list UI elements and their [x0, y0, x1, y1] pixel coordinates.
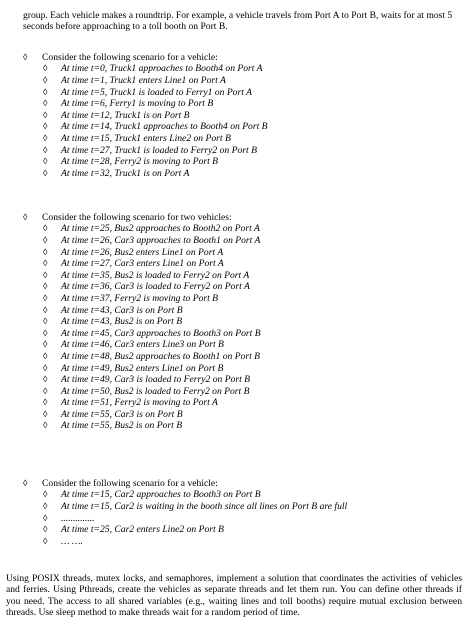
scenario-header-text: Consider the following scenario for a vehicle:	[42, 478, 218, 489]
diamond-bullet-icon: ◊	[43, 304, 48, 315]
diamond-bullet-icon: ◊	[43, 374, 48, 385]
scenario-header	[23, 478, 463, 489]
event-text: At time t=45, Car3 approaches to Booth3 on Port B	[61, 327, 261, 339]
diamond-bullet-icon: ◊	[43, 339, 48, 350]
diamond-bullet-icon: ◊	[43, 167, 48, 178]
diamond-bullet-icon: ◊	[43, 132, 48, 143]
closing-paragraph: Using POSIX threads, mutex locks, and semaphores, implement a solution that coordinates the activities of vehicles and ferries. Using Pthreads, create the vehicles as separate threads and let them run. You can define other threads if you need. The access to all shared variables (e.g., waiting lines and toll booths) require mutual exclusion between threads. Use sleep method to make threads wait for a random period of time.	[6, 573, 462, 618]
list-item	[23, 86, 463, 98]
scenario-header-text: Consider the following scenario for two vehicles:	[42, 212, 232, 223]
diamond-bullet-icon: ◊	[23, 212, 28, 222]
diamond-bullet-icon: ◊	[43, 408, 48, 419]
diamond-bullet-icon: ◊	[43, 316, 48, 327]
list-item	[23, 156, 463, 168]
diamond-bullet-icon: ◊	[43, 489, 48, 500]
list-item	[23, 258, 463, 270]
diamond-bullet-icon: ◊	[43, 350, 48, 361]
scenario-header	[23, 52, 463, 63]
list-item	[23, 362, 463, 374]
diamond-bullet-icon: ◊	[43, 74, 48, 85]
scenario-header	[23, 212, 463, 223]
diamond-bullet-icon: ◊	[23, 478, 28, 488]
diamond-bullet-icon: ◊	[43, 327, 48, 338]
event-text: At time t=12, Truck1 is on Port B	[61, 109, 190, 121]
event-text: At time t=48, Bus2 approaches to Booth1 on Port B	[61, 350, 261, 362]
diamond-bullet-icon: ◊	[43, 156, 48, 167]
event-text: At time t=14, Truck1 approaches to Booth4 on Port B	[61, 121, 268, 133]
diamond-bullet-icon: ◊	[43, 535, 48, 546]
event-text: At time t=36, Car3 is loaded to Ferry2 on Port A	[61, 281, 250, 293]
diamond-bullet-icon: ◊	[43, 500, 48, 511]
list-item	[23, 351, 463, 363]
list-item	[23, 144, 463, 156]
list-item	[23, 374, 463, 386]
event-text: At time t=27, Truck1 is loaded to Ferry2 on Port B	[61, 144, 257, 156]
diamond-bullet-icon: ◊	[43, 109, 48, 120]
event-text: At time t=15, Car2 is waiting in the booth since all lines on Port B are full	[61, 500, 348, 512]
event-text: At time t=49, Bus2 enters Line1 on Port B	[61, 362, 224, 374]
list-item	[23, 524, 463, 536]
event-text: At time t=49, Car3 is loaded to Ferry2 on Port B	[61, 374, 251, 386]
event-text: At time t=25, Bus2 approaches to Booth2 on Port A	[61, 223, 260, 235]
event-text: At time t=0, Truck1 approaches to Booth4 on Port A	[61, 63, 263, 75]
event-text: At time t=28, Ferry2 is moving to Port B	[61, 156, 219, 168]
list-item	[23, 293, 463, 305]
event-text: At time t=37, Ferry2 is moving to Port B	[61, 292, 219, 304]
list-item	[23, 63, 463, 75]
list-item	[23, 489, 463, 501]
event-text: At time t=32, Truck1 is on Port A	[61, 167, 190, 179]
diamond-bullet-icon: ◊	[43, 144, 48, 155]
event-text: At time t=26, Car3 approaches to Booth1 on Port A	[61, 234, 261, 246]
scenario-header-text: Consider the following scenario for a vehicle:	[42, 52, 218, 63]
intro-paragraph: group. Each vehicle makes a roundtrip. For example, a vehicle travels from Port A to Port B, waits for at most 5 seconds before approaching to a toll booth on Port B.	[23, 10, 453, 33]
diamond-bullet-icon: ◊	[43, 63, 48, 74]
diamond-bullet-icon: ◊	[23, 52, 28, 62]
event-text: At time t=50, Bus2 is loaded to Ferry2 on Port B	[61, 385, 250, 397]
list-item	[23, 98, 463, 110]
list-item	[23, 110, 463, 122]
event-text: At time t=15, Truck1 enters Line2 on Port B	[61, 132, 231, 144]
event-list	[23, 223, 463, 432]
diamond-bullet-icon: ◊	[43, 246, 48, 257]
list-item	[23, 133, 463, 145]
event-text: At time t=26, Bus2 enters Line1 on Port A	[61, 246, 224, 258]
list-item	[23, 281, 463, 293]
diamond-bullet-icon: ◊	[43, 86, 48, 97]
list-item	[23, 386, 463, 398]
list-item	[23, 536, 463, 548]
event-text: At time t=27, Car3 enters Line1 on Port A	[61, 258, 224, 270]
list-item	[23, 168, 463, 180]
list-item	[23, 246, 463, 258]
diamond-bullet-icon: ◊	[43, 121, 48, 132]
event-text: … ….	[61, 535, 83, 547]
list-item	[23, 397, 463, 409]
diamond-bullet-icon: ◊	[43, 397, 48, 408]
diamond-bullet-icon: ◊	[43, 362, 48, 373]
diamond-bullet-icon: ◊	[43, 524, 48, 535]
list-item	[23, 75, 463, 87]
scenario-3	[23, 478, 463, 547]
diamond-bullet-icon: ◊	[43, 281, 48, 292]
diamond-bullet-icon: ◊	[43, 512, 48, 523]
event-text: At time t=15, Car2 approaches to Booth3 on Port B	[61, 489, 261, 501]
list-item	[23, 270, 463, 282]
event-text: At time t=55, Car3 is on Port B	[61, 408, 183, 420]
list-item	[23, 409, 463, 421]
list-item	[23, 420, 463, 432]
event-text: At time t=43, Bus2 is on Port B	[61, 316, 183, 328]
event-text: At time t=1, Truck1 enters Line1 on Port A	[61, 74, 226, 86]
event-text: ..............	[61, 512, 95, 524]
list-item	[23, 512, 463, 524]
event-text: At time t=55, Bus2 is on Port B	[61, 420, 183, 432]
event-text: At time t=6, Ferry1 is moving to Port B	[61, 98, 214, 110]
scenario-1	[23, 52, 463, 179]
scenario-2	[23, 212, 463, 432]
list-item	[23, 328, 463, 340]
diamond-bullet-icon: ◊	[43, 234, 48, 245]
diamond-bullet-icon: ◊	[43, 385, 48, 396]
list-item	[23, 121, 463, 133]
diamond-bullet-icon: ◊	[43, 269, 48, 280]
event-text: At time t=35, Bus2 is loaded to Ferry2 on Port A	[61, 269, 250, 281]
event-text: At time t=5, Truck1 is loaded to Ferry1 on Port A	[61, 86, 252, 98]
list-item	[23, 304, 463, 316]
diamond-bullet-icon: ◊	[43, 258, 48, 269]
diamond-bullet-icon: ◊	[43, 223, 48, 234]
event-text: At time t=51, Ferry2 is moving to Port A	[61, 397, 218, 409]
event-text: At time t=25, Car2 enters Line2 on Port B	[61, 524, 224, 536]
diamond-bullet-icon: ◊	[43, 420, 48, 431]
list-item	[23, 339, 463, 351]
list-item	[23, 316, 463, 328]
event-list	[23, 63, 463, 179]
event-list	[23, 489, 463, 547]
event-text: At time t=43, Car3 is on Port B	[61, 304, 183, 316]
diamond-bullet-icon: ◊	[43, 292, 48, 303]
diamond-bullet-icon: ◊	[43, 98, 48, 109]
event-text: At time t=46, Car3 enters Line3 on Port B	[61, 339, 224, 351]
list-item	[23, 235, 463, 247]
list-item	[23, 501, 463, 513]
list-item	[23, 223, 463, 235]
